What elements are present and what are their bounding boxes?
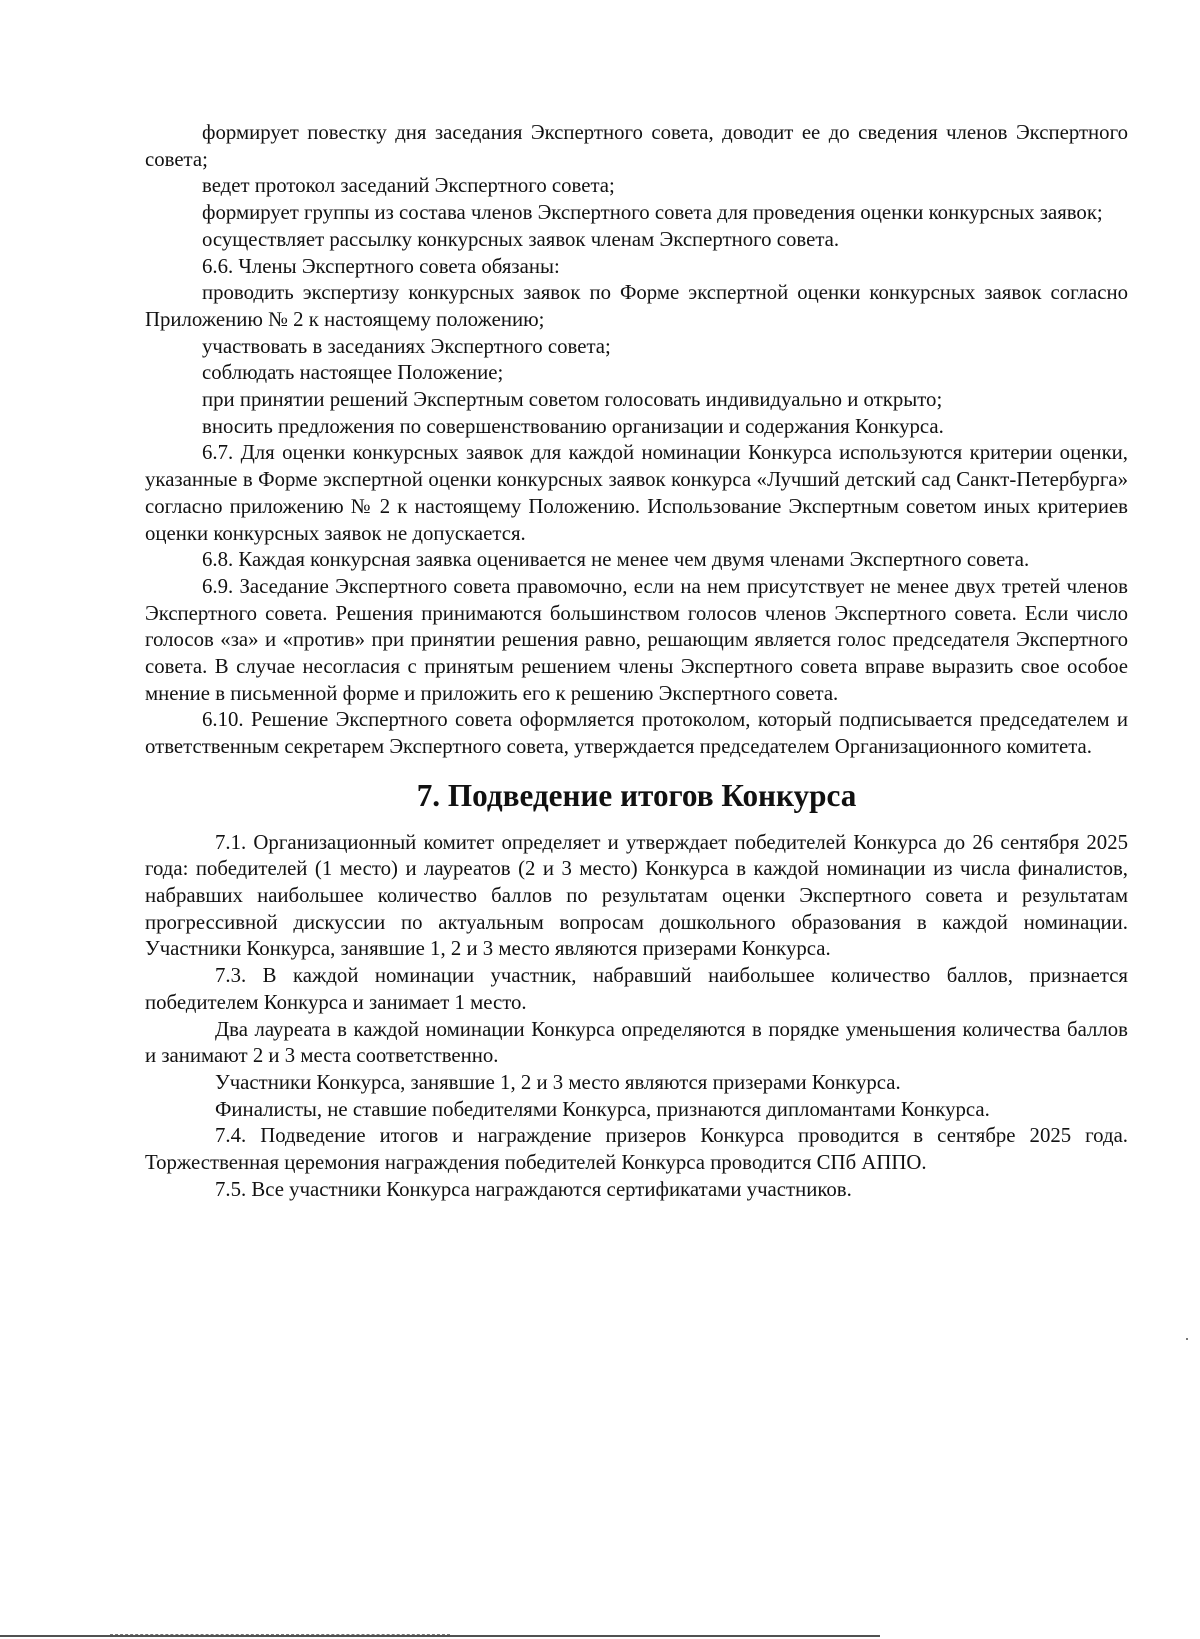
paragraph-mailing: осуществляет рассылку конкурсных заявок членам Экспертного совета. — [202, 227, 840, 251]
document-page — [145, 120, 1128, 1203]
paragraph-6-7: 6.7. Для оценки конкурсных заявок для каждой номинации Конкурса используются критерии оценки, указанные в Форме экспертной оценки конкурсных заявок конкурса «Лучший детский сад Санкт-Петербурга» согласно приложению № 2 к настоящему Положению. Использование Экспертным советом иных критериев оценки конкурсных заявок не допускается. — [145, 441, 1128, 545]
paragraph-groups: формирует группы из состава членов Экспертного совета для проведения оценки конкурсных заявок; — [202, 201, 1103, 225]
paragraph-finalists: Финалисты, не ставшие победителями Конкурса, признаются дипломантами Конкурса. — [215, 1097, 990, 1121]
paragraph-comply: соблюдать настоящее Положение; — [202, 361, 504, 385]
paragraph-participate: участвовать в заседаниях Экспертного совета; — [202, 334, 611, 358]
paragraph-6-8: 6.8. Каждая конкурсная заявка оценивается не менее чем двумя членами Экспертного совета. — [202, 548, 1030, 572]
paragraph-proposals: вносить предложения по совершенствованию организации и содержания Конкурса. — [202, 414, 944, 438]
scan-speck — [1186, 1338, 1188, 1340]
paragraph-laureates: Два лауреата в каждой номинации Конкурса определяются в порядке уменьшения количества баллов и занимают 2 и 3 места соответственно. — [145, 1017, 1128, 1068]
scan-bottom-edge-dashes — [110, 1632, 450, 1635]
paragraph-6-10: 6.10. Решение Экспертного совета оформляется протоколом, который подписывается председателем и ответственным секретарем Экспертного совета, утверждается председателем Организационного комитета. — [145, 708, 1128, 759]
section-heading-7: 7. Подведение итогов Конкурса — [416, 777, 857, 813]
paragraph-7-3: 7.3. В каждой номинации участник, набравший наибольшее количество баллов, признается победителем Конкурса и занимает 1 место. — [145, 964, 1128, 1014]
paragraph-prizewinners: Участники Конкурса, занявшие 1, 2 и 3 место являются призерами Конкурса. — [215, 1070, 901, 1094]
paragraph-agenda: формирует повестку дня заседания Экспертного совета, доводит ее до сведения членов Экспертного совета; — [145, 121, 1128, 171]
paragraph-vote: при принятии решений Экспертным советом голосовать индивидуально и открыто; — [202, 388, 943, 412]
paragraph-7-1: 7.1. Организационный комитет определяет и утверждает победителей Конкурса до 26 сентября 2025 года: победителей (1 место) и лауреатов (2 и 3 место) Конкурса в каждой номинации из числа финалистов, набравших наибольшее количество баллов по результатам оценки Экспертного совета и результатам прогрессивной дискуссии по актуальным вопросам дошкольного образования в каждой номинации. Участники Конкурса, занявшие 1, 2 и 3 место являются призерами Конкурса. — [145, 830, 1128, 961]
paragraph-minutes: ведет протокол заседаний Экспертного совета; — [202, 174, 615, 198]
paragraph-6-9: 6.9. Заседание Экспертного совета правомочно, если на нем присутствует не менее двух третей членов Экспертного совета. Решения принимаются большинством голосов членов Экспертного совета. Если число голосов «за» и «против» при принятии решения равно, решающим является голос председателя Экспертного совета. В случае несогласия с принятым решением члены Экспертного совета вправе выразить свое особое мнение в письменной форме и приложить его к решению Экспертного совета. — [145, 574, 1128, 705]
paragraph-expertise: проводить экспертизу конкурсных заявок по Форме экспертной оценки конкурсных заявок согласно Приложению № 2 к настоящему положению; — [145, 281, 1128, 331]
paragraph-6-6: 6.6. Члены Экспертного совета обязаны: — [202, 254, 560, 278]
paragraph-7-4: 7.4. Подведение итогов и награждение призеров Конкурса проводится в сентябре 2025 года. Торжественная церемония награждения победителей Конкурса проводится СПб АППО. — [145, 1124, 1128, 1175]
paragraph-7-5: 7.5. Все участники Конкурса награждаются сертификатами участников. — [215, 1177, 852, 1201]
